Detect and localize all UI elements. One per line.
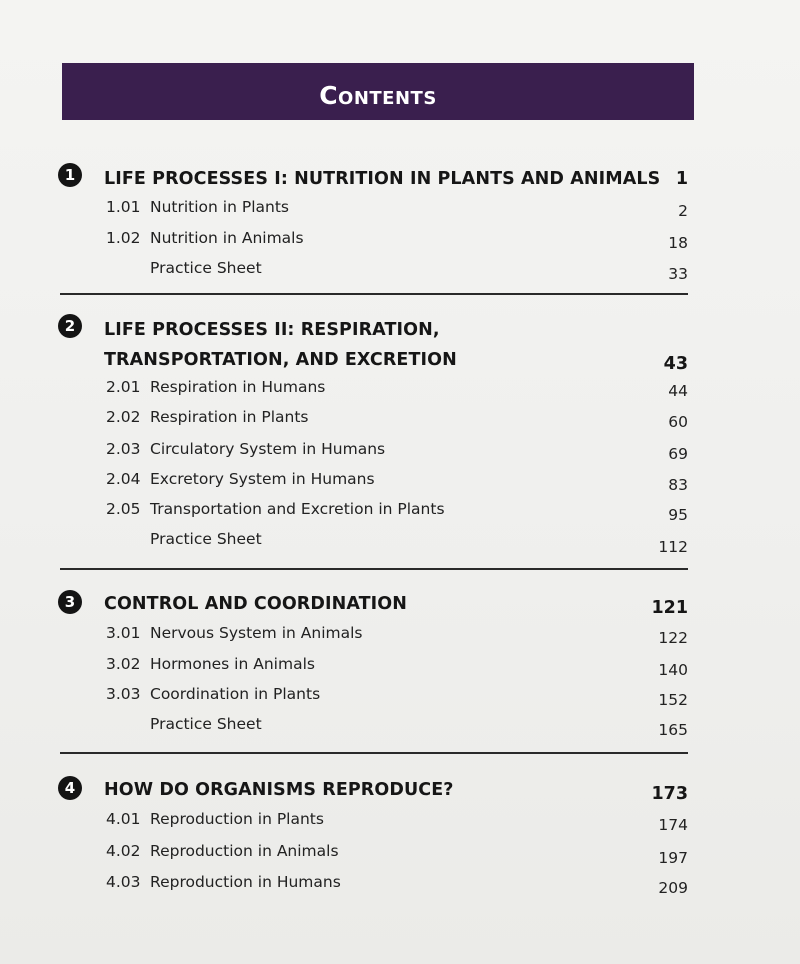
section-number: 4.02 bbox=[106, 842, 141, 860]
section-title: Reproduction in Animals bbox=[150, 842, 339, 860]
section-title: Coordination in Plants bbox=[150, 685, 321, 703]
section-title: Transportation and Excretion in Plants bbox=[150, 500, 445, 518]
toc-entry[interactable] bbox=[58, 655, 690, 677]
section-page-number: 152 bbox=[658, 691, 688, 709]
section-page-number: 165 bbox=[658, 721, 688, 739]
chapter-divider bbox=[60, 752, 688, 754]
section-number: 1.01 bbox=[106, 198, 141, 216]
section-title: Circulatory System in Humans bbox=[150, 440, 386, 458]
chapter-number-badge: 4 bbox=[58, 776, 82, 800]
toc-entry[interactable] bbox=[58, 259, 690, 281]
chapter-divider bbox=[60, 568, 688, 570]
chapter-page-number: 121 bbox=[651, 598, 688, 618]
section-page-number: 69 bbox=[668, 445, 688, 463]
section-number: 3.01 bbox=[106, 624, 141, 642]
chapter-title: HOW DO ORGANISMS REPRODUCE? bbox=[104, 780, 454, 800]
chapter-number-badge: 1 bbox=[58, 163, 82, 187]
section-title: Reproduction in Plants bbox=[150, 810, 324, 828]
toc-entry[interactable] bbox=[58, 842, 690, 867]
section-page-number: 174 bbox=[658, 816, 688, 834]
toc-entry[interactable] bbox=[58, 624, 690, 646]
section-page-number: 83 bbox=[668, 476, 688, 494]
contents-heading: Contents bbox=[319, 81, 437, 110]
chapter-divider bbox=[60, 293, 688, 295]
chapter-title-line-2: TRANSPORTATION, AND EXCRETION bbox=[104, 350, 457, 370]
toc-entry[interactable] bbox=[58, 408, 690, 430]
toc-entry[interactable] bbox=[58, 198, 690, 220]
section-number: 1.02 bbox=[106, 229, 141, 247]
chapter-page-number: 1 bbox=[675, 169, 688, 189]
chapter-title: CONTROL AND COORDINATION bbox=[104, 594, 408, 614]
toc-entry[interactable] bbox=[58, 685, 690, 707]
section-number: 4.03 bbox=[106, 873, 141, 891]
toc-entry[interactable] bbox=[58, 715, 690, 737]
chapter-number-badge: 3 bbox=[58, 590, 82, 614]
section-number: 2.04 bbox=[106, 470, 141, 488]
toc-entry[interactable] bbox=[58, 810, 690, 832]
section-title: Respiration in Humans bbox=[150, 378, 326, 396]
section-page-number: 112 bbox=[658, 538, 688, 556]
chapter-page-number: 43 bbox=[663, 354, 688, 374]
section-number: 4.01 bbox=[106, 810, 141, 828]
section-title: Hormones in Animals bbox=[150, 655, 315, 673]
chapter-number-badge: 2 bbox=[58, 314, 82, 338]
chapter-page-number: 173 bbox=[651, 784, 688, 804]
contents-banner bbox=[62, 63, 694, 120]
section-page-number: 2 bbox=[678, 202, 688, 220]
chapter-title: LIFE PROCESSES II: RESPIRATION, bbox=[104, 320, 440, 340]
section-title: Respiration in Plants bbox=[150, 408, 309, 426]
section-page-number: 197 bbox=[658, 849, 688, 867]
toc-entry[interactable] bbox=[58, 440, 690, 462]
section-number: 2.05 bbox=[106, 500, 141, 518]
section-page-number: 122 bbox=[658, 629, 688, 647]
section-title: Nutrition in Animals bbox=[150, 229, 304, 247]
section-number: 3.03 bbox=[106, 685, 141, 703]
section-title: Nutrition in Plants bbox=[150, 198, 289, 216]
section-page-number: 33 bbox=[668, 265, 688, 283]
toc-entry[interactable] bbox=[58, 378, 690, 400]
section-title: Excretory System in Humans bbox=[150, 470, 375, 488]
section-number: 3.02 bbox=[106, 655, 141, 673]
toc-entry[interactable] bbox=[58, 873, 690, 895]
section-page-number: 95 bbox=[668, 506, 688, 524]
section-page-number: 18 bbox=[668, 234, 688, 252]
section-page-number: 140 bbox=[658, 661, 688, 679]
section-title: Practice Sheet bbox=[150, 530, 262, 548]
section-page-number: 209 bbox=[658, 879, 688, 897]
section-number: 2.03 bbox=[106, 440, 141, 458]
toc-entry[interactable] bbox=[58, 500, 690, 522]
section-number: 2.02 bbox=[106, 408, 141, 426]
section-title: Practice Sheet bbox=[150, 715, 262, 733]
chapter-title: LIFE PROCESSES I: NUTRITION IN PLANTS AND ANIMALS bbox=[104, 169, 661, 189]
toc-entry[interactable] bbox=[58, 229, 690, 251]
section-page-number: 44 bbox=[668, 382, 688, 400]
section-number: 2.01 bbox=[106, 378, 141, 396]
section-title: Reproduction in Humans bbox=[150, 873, 341, 891]
section-title: Nervous System in Animals bbox=[150, 624, 363, 642]
toc-entry[interactable] bbox=[58, 530, 690, 556]
section-title: Practice Sheet bbox=[150, 259, 262, 277]
section-page-number: 60 bbox=[668, 413, 688, 431]
toc-entry[interactable] bbox=[58, 470, 690, 492]
